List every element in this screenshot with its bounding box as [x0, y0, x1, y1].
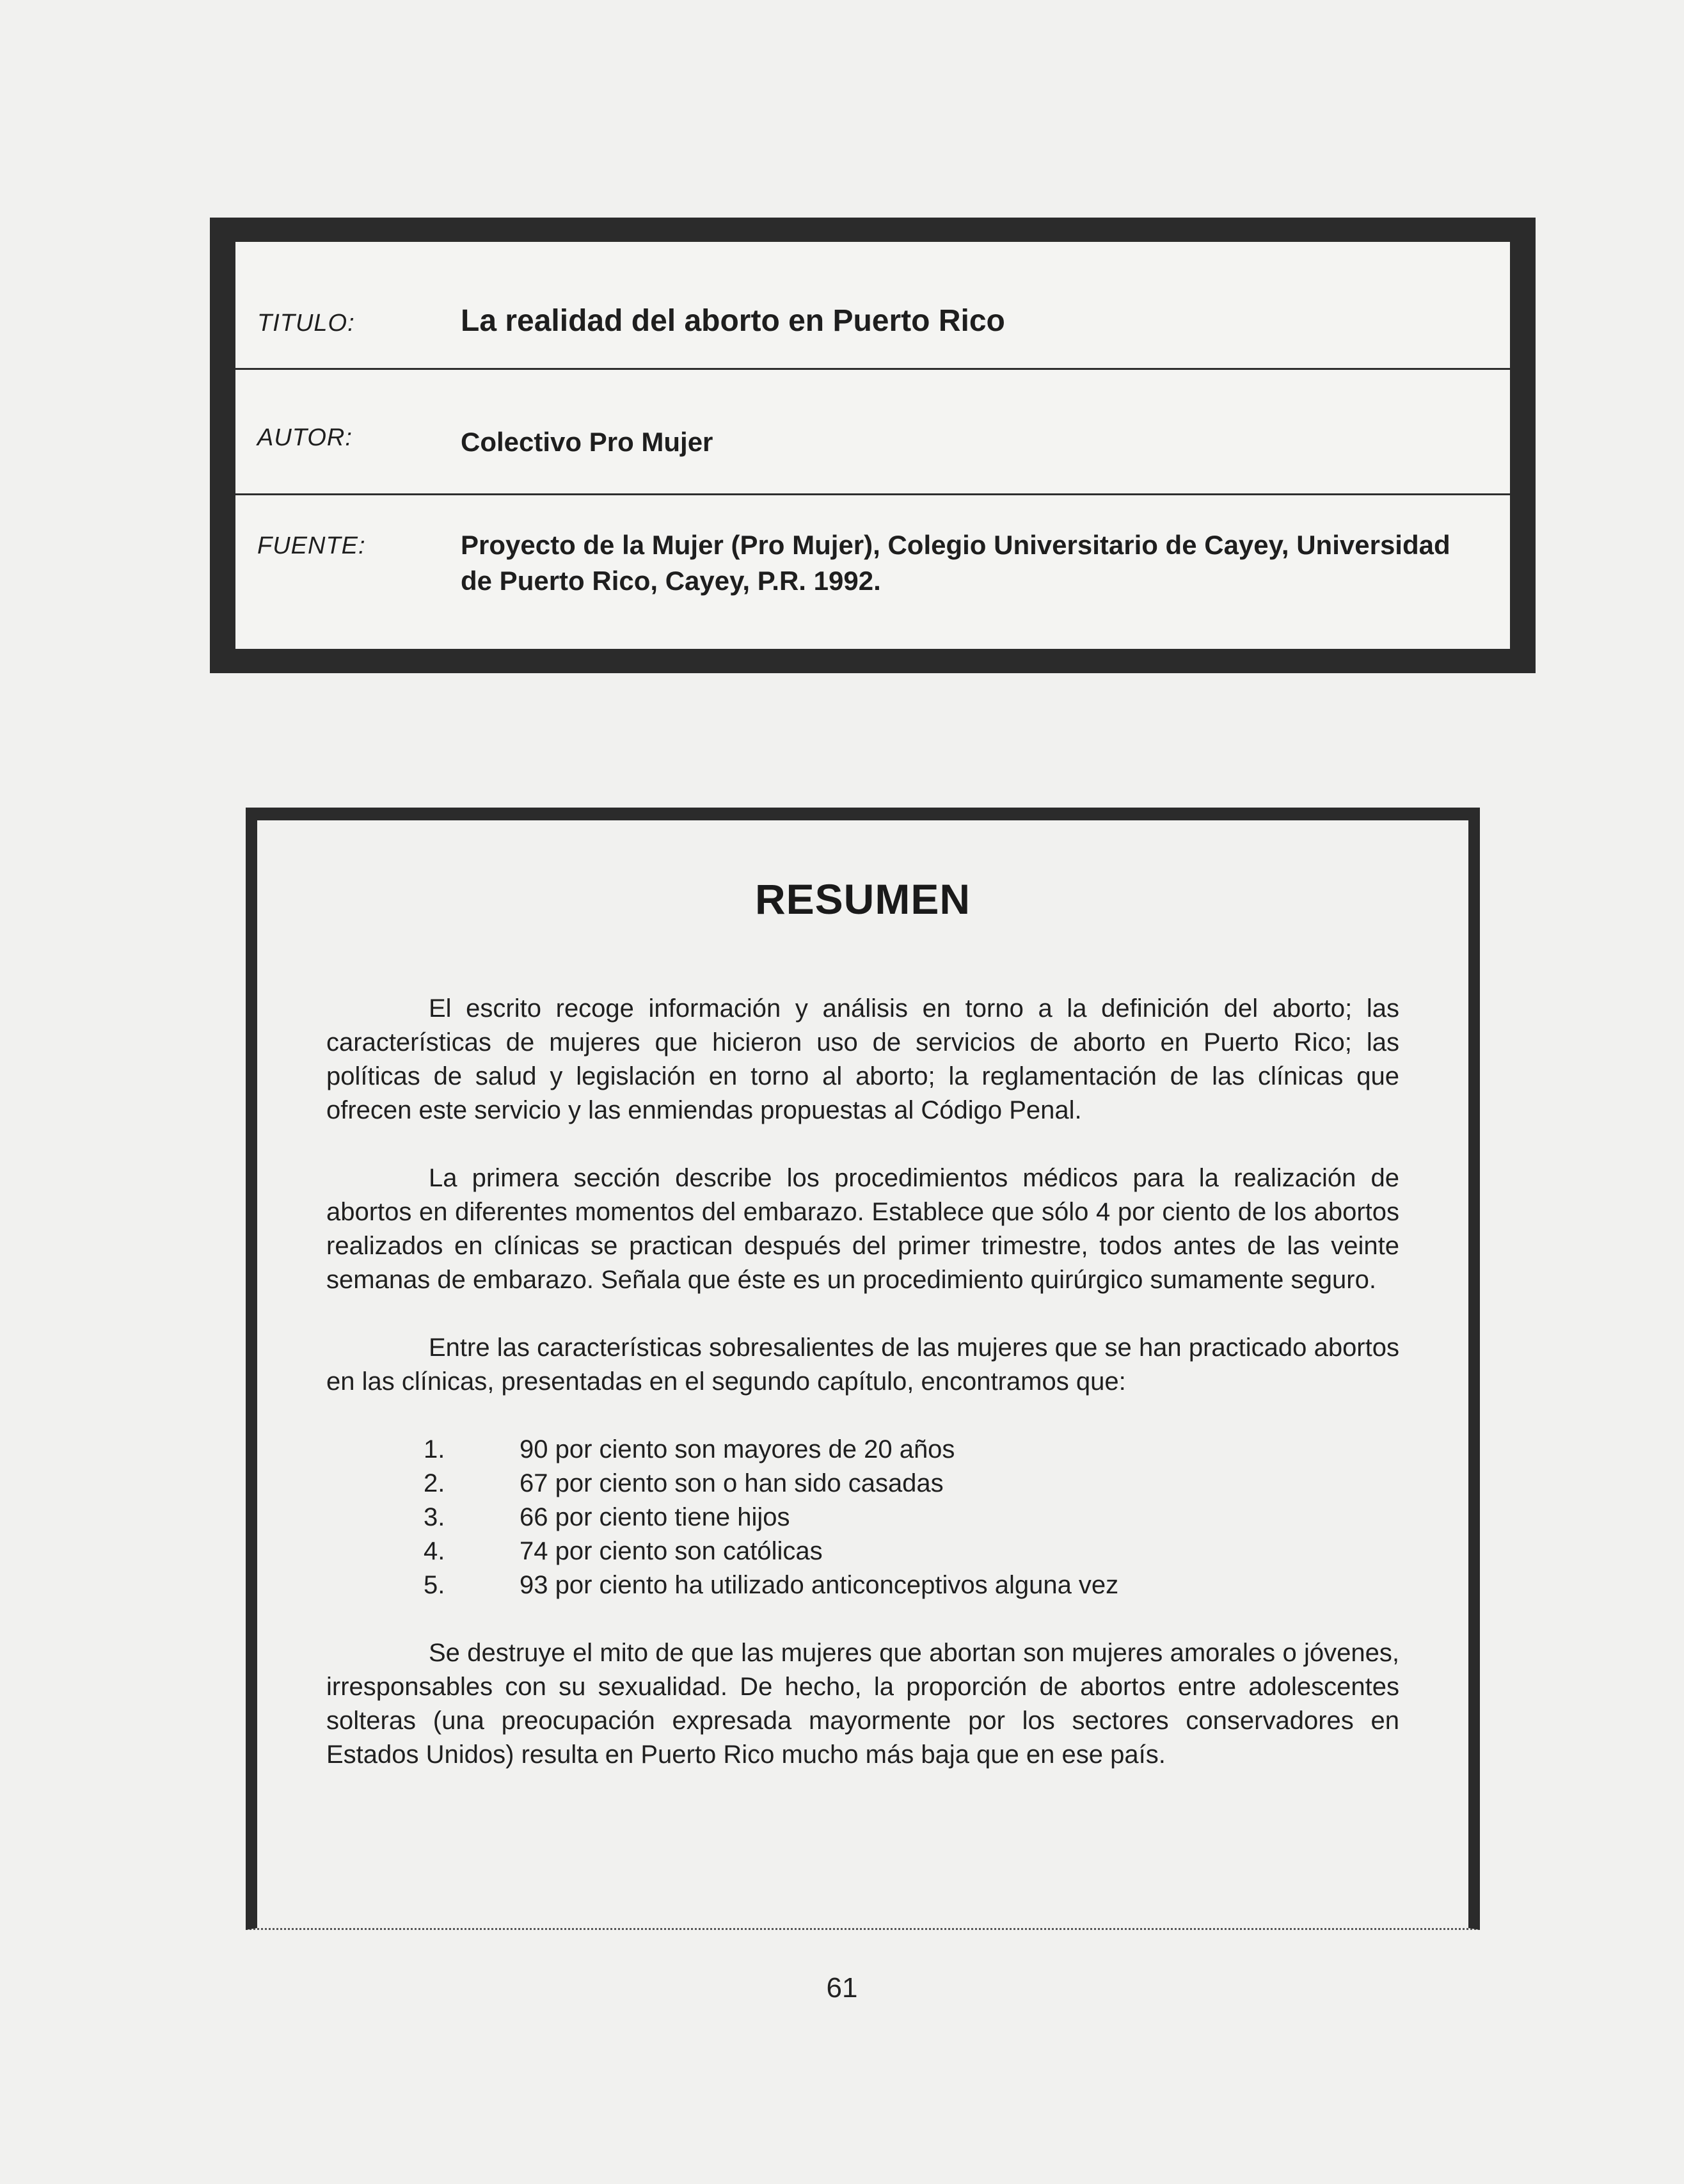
list-item-text: 66 por ciento tiene hijos	[520, 1503, 790, 1531]
citation-box-inner	[235, 242, 1510, 649]
source-value: Proyecto de la Mujer (Pro Mujer), Colegio Universitario de Cayey, Universidad de Puerto Rico, Cayey, P.R. 1992.	[461, 530, 1450, 596]
title-row	[235, 242, 1510, 368]
list-item-text: 93 por ciento ha utilizado anticonceptivos alguna vez	[520, 1571, 1119, 1599]
title-value: La realidad del aborto en Puerto Rico	[461, 304, 1005, 338]
citation-box	[210, 218, 1536, 673]
title-label: TITULO:	[257, 310, 355, 337]
summary-closing-paragraph: Se destruye el mito de que las mujeres que abortan son mujeres amorales o jóvenes, irresponsables con su sexualidad. De hecho, la proporción de abortos entre adolescentes solteras (una preocupación expresada mayormente por los sectores conservadores en Estados Unidos) resulta en Puerto Rico mucho más baja que en ese país.	[326, 1639, 1399, 1769]
summary-title: RESUMEN	[754, 875, 971, 923]
list-item-text: 67 por ciento son o han sido casadas	[520, 1469, 944, 1497]
author-row	[235, 370, 1510, 493]
list-item	[326, 1568, 1399, 1602]
summary-paragraph: El escrito recoge información y análisis en torno a la definición del aborto; las características de mujeres que hicieron uso de servicios de aborto en Puerto Rico; las políticas de salud y legislación en torno al aborto; la reglamentación de las clínicas que ofrecen este servicio y las enmiendas propuestas al Código Penal.	[326, 994, 1399, 1124]
source-row	[235, 495, 1510, 649]
statistics-list	[326, 1433, 1399, 1602]
list-item-number: 4.	[424, 1537, 445, 1565]
list-item-text: 90 por ciento son mayores de 20 años	[520, 1435, 955, 1463]
page-number: 61	[826, 1972, 858, 2004]
list-item	[326, 1534, 1399, 1568]
summary-paragraph: Entre las características sobresalientes de las mujeres que se han practicado abortos en las clínicas, presentadas en el segundo capítulo, encontramos que:	[326, 1334, 1399, 1396]
list-item-number: 5.	[424, 1571, 445, 1599]
list-item	[326, 1433, 1399, 1467]
list-item	[326, 1467, 1399, 1501]
list-item-number: 1.	[424, 1435, 445, 1463]
author-label: AUTOR:	[257, 424, 353, 451]
author-value: Colectivo Pro Mujer	[461, 427, 713, 457]
list-item-number: 3.	[424, 1503, 445, 1531]
source-label: FUENTE:	[257, 532, 366, 559]
summary-body	[326, 992, 1399, 1806]
summary-box	[246, 808, 1480, 1930]
list-item	[326, 1501, 1399, 1534]
summary-paragraph: La primera sección describe los procedimientos médicos para la realización de abortos en diferentes momentos del embarazo. Establece que sólo 4 por ciento de los abortos realizados en clínicas se practican después del primer trimestre, todos antes de las veinte semanas de embarazo. Señala que éste es un procedimiento quirúrgico sumamente seguro.	[326, 1164, 1399, 1294]
list-item-text: 74 por ciento son católicas	[520, 1537, 823, 1565]
list-item-number: 2.	[424, 1469, 445, 1497]
